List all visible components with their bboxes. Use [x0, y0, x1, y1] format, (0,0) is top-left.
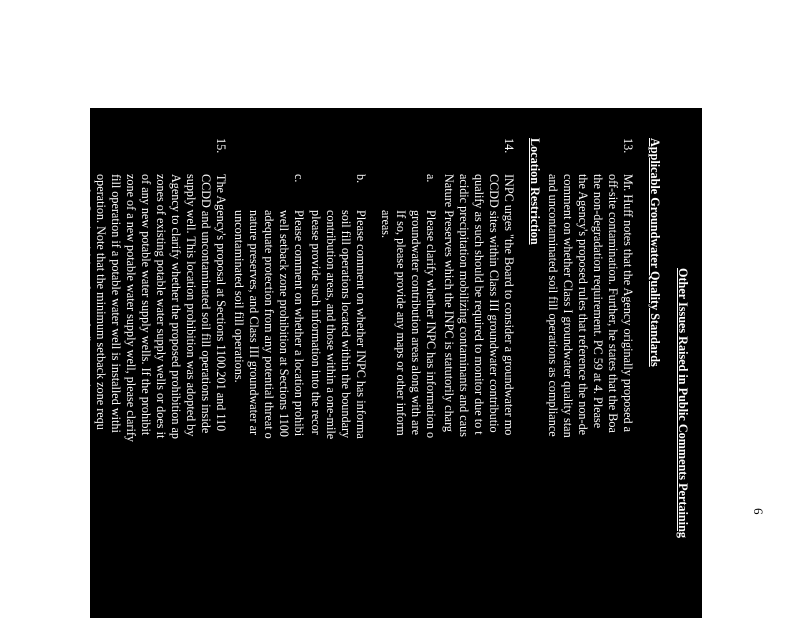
paragraph-line: the Agency's proposed rules that reference the non-de	[576, 174, 590, 436]
paragraph-line: adequate protection from any potential threat o	[262, 210, 276, 439]
paragraph-line: If so, please provide any maps or other inform	[394, 210, 408, 436]
paragraph-line: zone of a new potable water supply well, please clarify	[124, 174, 138, 443]
paragraph-line: Please clarify whether INPC has information o	[424, 210, 438, 439]
paragraph-line: groundwater contribution areas along with are	[409, 210, 423, 436]
paragraph-line: CCDD and uncontaminated soil fill operations inside	[199, 174, 213, 434]
sub-item-a: a.	[424, 174, 438, 183]
paragraph-line: CCDD sites within Class III groundwater contributio	[487, 174, 501, 433]
paragraph-line: uncontaminated soil fill operations.	[232, 210, 246, 383]
paragraph-line: supply well. This location prohibition was adopted by	[184, 174, 198, 437]
paragraph-line: Mr. Huff notes that the Agency originally proposed a	[621, 174, 635, 433]
paragraph-line: Please comment on whether INPC has informa	[354, 210, 368, 439]
paragraph-line: please provide such information into the recor	[309, 210, 323, 435]
paragraph-line: well setback zone prohibition at Sections 1100	[277, 210, 291, 437]
section-heading-other-issues: Other Issues Raised in Public Comments Pertaining	[676, 268, 690, 538]
item-number-14: 14.	[502, 138, 516, 154]
item-number-13: 13.	[621, 138, 635, 154]
paragraph-line: the non-degradation requirement. PC 59 at 4. Please	[591, 174, 605, 429]
scanned-page	[79, 108, 702, 618]
section-heading-groundwater: Applicable Groundwater Quality Standards	[648, 138, 662, 367]
paragraph-line: off-site contamination. Further, he states that the Boa	[606, 174, 620, 433]
paragraph-line: Nature Preserves which the INPC is statutorily charg	[442, 174, 456, 433]
paragraph-line: qualify as such should be required to monitor due to t	[472, 174, 486, 435]
paragraph-line: nature preserves, and Class III groundwater ar	[247, 210, 261, 436]
paragraph-line: operation. Note that the minimum setback zone requ	[94, 174, 108, 430]
page-number: 6	[751, 508, 766, 515]
paragraph-line: acidic precipitation mobilizing contaminants and caus	[457, 174, 471, 437]
paragraph-line: soil fill operations located within the boundary	[339, 210, 353, 439]
sub-item-b: b.	[354, 174, 368, 184]
paragraph-line: under Section 14.1 apply to only "community water su	[79, 174, 93, 441]
paragraph-line: comment on whether Class I groundwater quality stan	[561, 174, 575, 438]
paragraph-line: zones of existing potable water supply wells or does it	[154, 174, 168, 439]
rotated-document-text	[79, 108, 702, 618]
item-number-15: 15.	[214, 138, 228, 154]
paragraph-line: areas.	[379, 210, 393, 239]
paragraph-line: and uncontaminated soil fill operations as compliance	[546, 174, 560, 437]
paragraph-line: fill operation if a potable water well is installed withi	[109, 174, 123, 433]
sub-item-c: c.	[292, 174, 306, 183]
paragraph-line: Agency to clarify whether the proposed prohibition ap	[169, 174, 183, 440]
paragraph-line: of any new potable water supply wells. If the prohibit	[139, 174, 153, 436]
paragraph-line: INPC urges "the Board to consider a groundwater mo	[502, 174, 516, 436]
paragraph-line: contribution areas, and those within a one-mile	[324, 210, 338, 440]
paragraph-line: Please comment on whether a location prohibi	[292, 210, 306, 437]
paragraph-line: The Agency's proposal at Sections 1100.201 and 110	[214, 174, 228, 432]
section-heading-location: Location Restriction	[528, 138, 542, 245]
